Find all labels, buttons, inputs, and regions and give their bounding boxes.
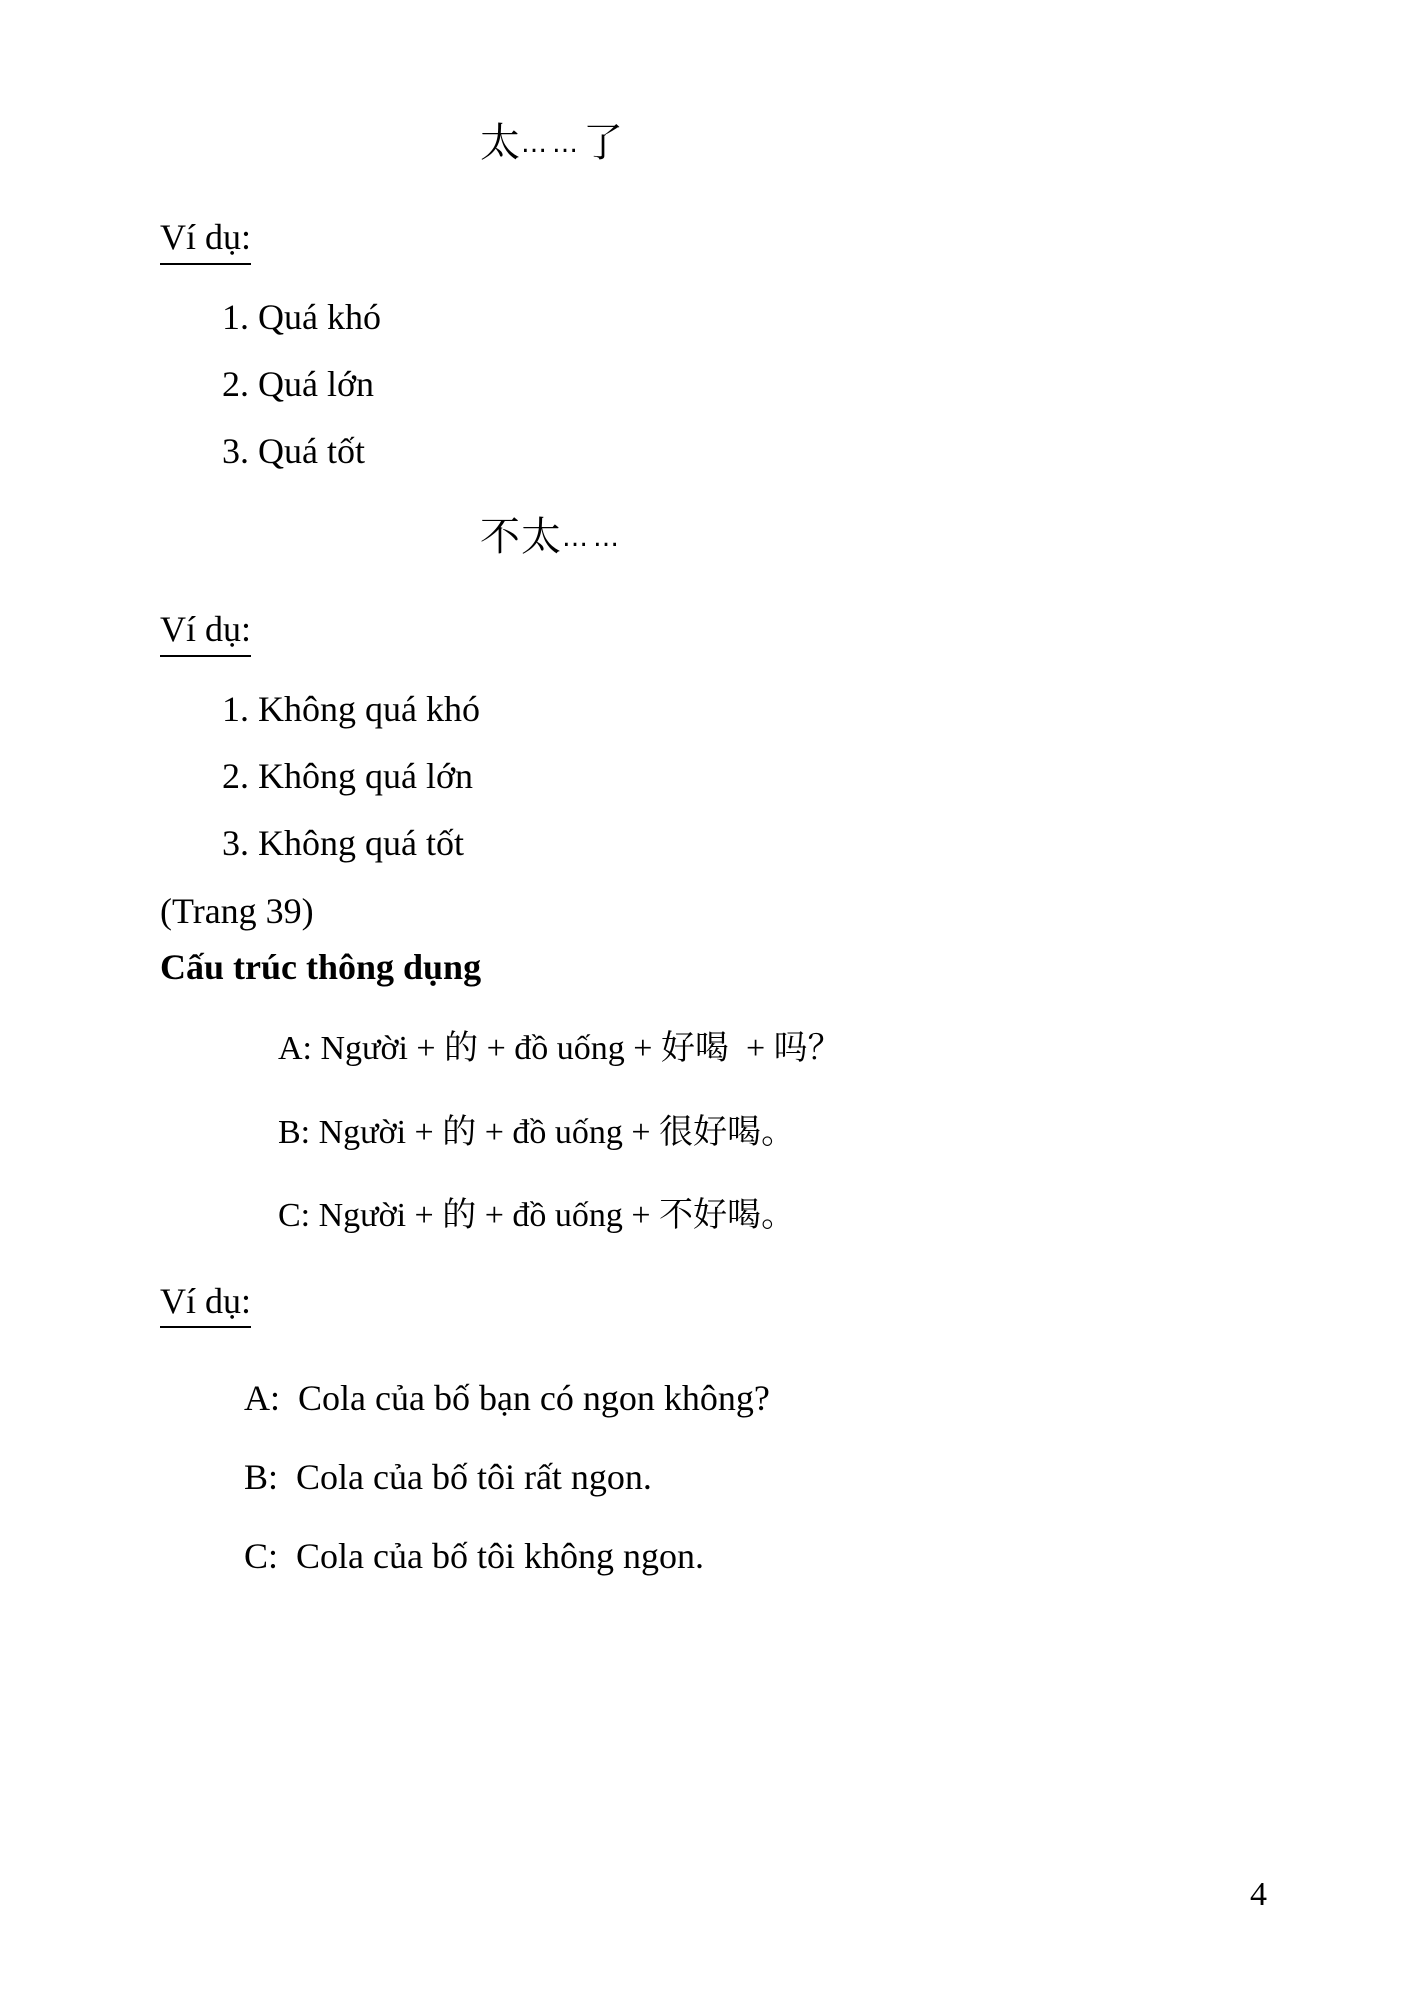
heading-tai-le	[480, 118, 1257, 168]
structure-cjk-2: 不好喝。	[659, 1195, 796, 1236]
list-item: 2. Quá lớn	[222, 363, 375, 404]
examples-label-wrap-2	[160, 606, 1257, 673]
spacer	[160, 1358, 1257, 1376]
list-item: 2. Không quá lớn	[222, 755, 474, 796]
structure-cjk-1: 的	[442, 1195, 477, 1236]
examples-label-wrap-3	[160, 1278, 1257, 1345]
structure-cjk-1: 的	[444, 1028, 479, 1069]
structure-label: C:	[278, 1197, 311, 1235]
structure-part-1: Người +	[310, 1113, 443, 1151]
heading-cjk-prefix: 太	[480, 120, 521, 166]
page-reference: (Trang 39)	[160, 890, 314, 931]
heading-ellipsis: ……	[521, 128, 583, 159]
page-number: 4	[1250, 1876, 1267, 1913]
structure-label: A:	[278, 1030, 312, 1068]
list-item: 3. Không quá tốt	[222, 822, 464, 863]
structure-line-c	[278, 1194, 1257, 1238]
list-item: 3. Quá tốt	[222, 430, 365, 471]
structure-label: B:	[278, 1113, 311, 1151]
structure-heading: Cấu trúc thông dụng	[160, 947, 482, 988]
structure-line-b	[278, 1111, 1257, 1155]
list-item: B: Cola của bố tôi rất ngon.	[244, 1457, 652, 1498]
examples-label-wrap-1	[160, 214, 1257, 281]
structure-part-2: + đồ uống +	[476, 1197, 660, 1235]
structure-part-2: + đồ uống +	[478, 1030, 661, 1068]
examples-label-3: Ví dụ:	[160, 1278, 251, 1329]
structure-part-3: +	[728, 1030, 774, 1068]
structure-cjk-3: 吗？	[773, 1028, 842, 1069]
list-item: C: Cola của bố tôi không ngon.	[244, 1536, 704, 1577]
structure-cjk-1: 的	[442, 1111, 477, 1152]
heading-cjk-suffix: 了	[583, 120, 624, 166]
structure-cjk-2: 好喝	[660, 1028, 729, 1069]
heading-cjk-prefix: 不太	[480, 513, 562, 560]
examples-label-2: Ví dụ:	[160, 606, 251, 657]
structure-part-2: + đồ uống +	[476, 1113, 660, 1151]
heading-bu-tai	[480, 512, 1257, 562]
list-item: 1. Không quá khó	[222, 688, 480, 729]
list-item: A: Cola của bố bạn có ngon không?	[244, 1378, 770, 1419]
list-item: 1. Quá khó	[222, 296, 381, 337]
example-list-1	[160, 295, 1257, 474]
structure-part-1: Người +	[310, 1197, 443, 1235]
heading-ellipsis: ……	[562, 522, 624, 553]
dialogue-list	[160, 1376, 1257, 1579]
structure-line-a	[278, 1027, 1257, 1071]
structure-cjk-2: 很好喝。	[659, 1111, 796, 1152]
examples-label-1: Ví dụ:	[160, 214, 251, 265]
example-list-2	[160, 687, 1257, 866]
structure-part-1: Người +	[312, 1030, 445, 1068]
